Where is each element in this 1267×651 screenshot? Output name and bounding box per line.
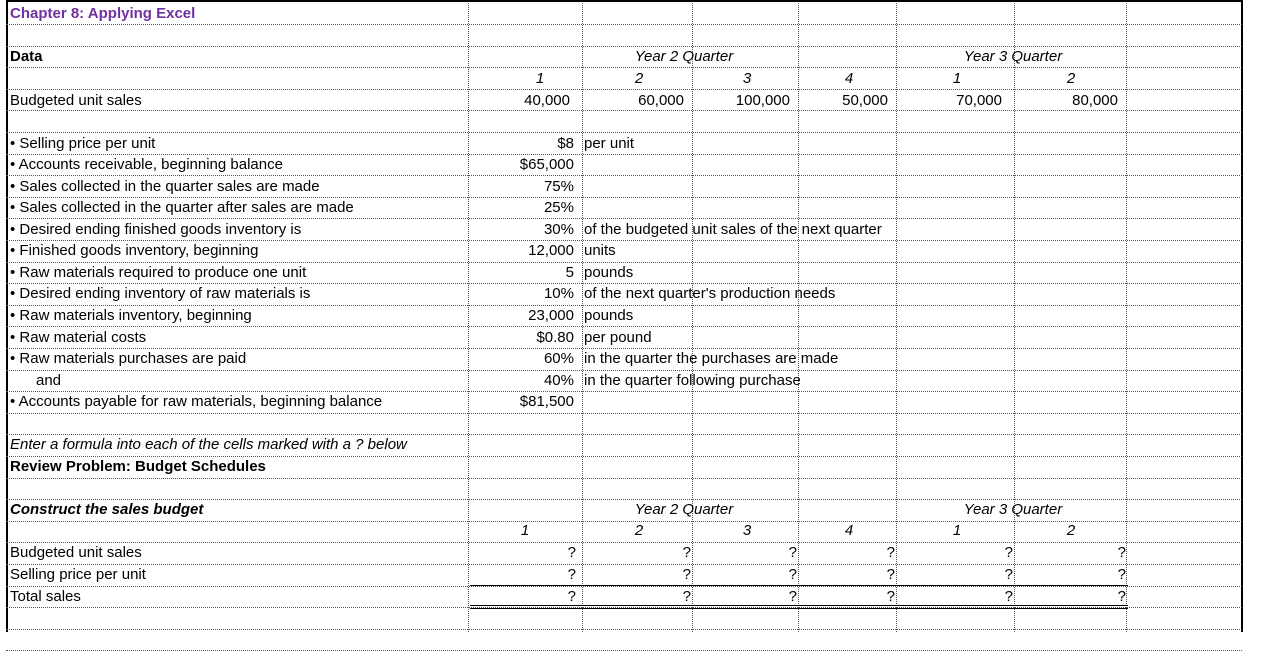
column-gridline [1241, 0, 1243, 632]
formula-cell[interactable]: ? [567, 588, 576, 605]
quarter-number[interactable]: 2 [1066, 522, 1076, 539]
assumption-label[interactable]: • Selling price per unit [10, 135, 156, 152]
formula-cell[interactable]: ? [886, 544, 895, 561]
assumption-label[interactable]: • Raw materials purchases are paid [10, 350, 247, 367]
assumption-value[interactable]: 60% [543, 350, 574, 367]
assumption-value[interactable]: 12,000 [528, 242, 574, 259]
total-sales-double-border [470, 605, 1128, 606]
year3-quarter-label[interactable]: Year 3 Quarter [963, 48, 1063, 65]
assumption-label[interactable]: • Accounts payable for raw materials, beginning balance [10, 393, 383, 410]
quarter-number[interactable]: 2 [634, 70, 644, 87]
formula-cell[interactable]: ? [886, 566, 895, 583]
sales-budget-row-label[interactable]: Selling price per unit [10, 566, 146, 583]
quarter-number[interactable]: 3 [742, 70, 752, 87]
assumption-value[interactable]: 40% [543, 372, 574, 389]
assumption-note[interactable]: of the next quarter's production needs [584, 285, 836, 302]
assumption-note[interactable]: pounds [584, 307, 634, 324]
column-gridline [582, 0, 583, 632]
assumption-label[interactable]: • Desired ending finished goods inventory is [10, 221, 302, 238]
formula-cell[interactable]: ? [1004, 588, 1013, 605]
quarter-number[interactable]: 3 [742, 522, 752, 539]
sheet-title[interactable]: Chapter 8: Applying Excel [10, 5, 196, 22]
formula-cell[interactable]: ? [788, 544, 797, 561]
assumption-value[interactable]: $81,500 [519, 393, 574, 410]
assumption-note[interactable]: pounds [584, 264, 634, 281]
column-gridline [468, 0, 469, 632]
formula-cell[interactable]: ? [1004, 544, 1013, 561]
formula-cell[interactable]: ? [788, 566, 797, 583]
formula-cell[interactable]: ? [567, 566, 576, 583]
assumption-label[interactable]: • Desired ending inventory of raw materials is [10, 285, 311, 302]
review-heading[interactable]: Review Problem: Budget Schedules [10, 458, 266, 475]
formula-cell[interactable]: ? [682, 544, 691, 561]
row-gridline [6, 24, 1242, 25]
assumption-value[interactable]: 25% [543, 199, 574, 216]
assumption-value[interactable]: 5 [565, 264, 574, 281]
year2-quarter-label[interactable]: Year 2 Quarter [634, 48, 734, 65]
assumption-note[interactable]: in the quarter the purchases are made [584, 350, 839, 367]
assumption-note[interactable]: in the quarter following purchase [584, 372, 801, 389]
formula-cell[interactable]: ? [1117, 566, 1126, 583]
assumption-note[interactable]: per unit [584, 135, 635, 152]
row-gridline [6, 413, 1242, 414]
sales-budget-heading[interactable]: Construct the sales budget [10, 501, 204, 518]
quarter-number[interactable]: 4 [844, 522, 854, 539]
total-sales-double-border [470, 608, 1128, 609]
quarter-number[interactable]: 4 [844, 70, 854, 87]
column-gridline [1126, 0, 1127, 632]
assumption-value[interactable]: 75% [543, 178, 574, 195]
assumption-label[interactable]: • Raw materials inventory, beginning [10, 307, 252, 324]
assumption-label[interactable]: • Accounts receivable, beginning balance [10, 156, 283, 173]
row-gridline [6, 629, 1242, 630]
assumption-value[interactable]: $8 [557, 135, 574, 152]
year2-quarter-label[interactable]: Year 2 Quarter [634, 501, 734, 518]
assumption-label[interactable]: • Finished goods inventory, beginning [10, 242, 259, 259]
assumption-note[interactable]: units [584, 242, 616, 259]
budgeted-unit-sales-value[interactable]: 60,000 [638, 92, 684, 109]
assumption-value[interactable]: 30% [543, 221, 574, 238]
quarter-number[interactable]: 2 [1066, 70, 1076, 87]
assumption-note[interactable]: per pound [584, 329, 652, 346]
budgeted-unit-sales-label[interactable]: Budgeted unit sales [10, 92, 142, 109]
quarter-number[interactable]: 2 [634, 522, 644, 539]
formula-cell[interactable]: ? [1117, 588, 1126, 605]
assumption-label[interactable]: • Raw materials required to produce one unit [10, 264, 307, 281]
row-gridline [6, 478, 1242, 479]
assumption-value[interactable]: 10% [543, 285, 574, 302]
assumption-note[interactable]: of the budgeted unit sales of the next quarter [584, 221, 882, 238]
column-gridline [6, 0, 8, 632]
quarter-number[interactable]: 1 [520, 522, 530, 539]
budgeted-unit-sales-value[interactable]: 70,000 [956, 92, 1002, 109]
data-heading[interactable]: Data [10, 48, 43, 65]
budgeted-unit-sales-value[interactable]: 50,000 [842, 92, 888, 109]
formula-cell[interactable]: ? [682, 566, 691, 583]
sales-budget-row-label[interactable]: Budgeted unit sales [10, 544, 142, 561]
assumption-value[interactable]: $0.80 [536, 329, 574, 346]
assumption-value[interactable]: $65,000 [519, 156, 574, 173]
assumption-label[interactable]: and [36, 372, 62, 389]
sales-budget-row-label[interactable]: Total sales [10, 588, 81, 605]
total-sales-top-border [470, 585, 1128, 586]
formula-cell[interactable]: ? [788, 588, 797, 605]
formula-cell[interactable]: ? [1004, 566, 1013, 583]
formula-cell[interactable]: ? [682, 588, 691, 605]
budgeted-unit-sales-value[interactable]: 100,000 [735, 92, 790, 109]
assumption-label[interactable]: • Sales collected in the quarter sales are made [10, 178, 320, 195]
quarter-number[interactable]: 1 [535, 70, 545, 87]
quarter-number[interactable]: 1 [952, 522, 962, 539]
quarter-number[interactable]: 1 [952, 70, 962, 87]
assumption-label[interactable]: • Sales collected in the quarter after sales are made [10, 199, 354, 216]
sheet-top-border [6, 0, 1242, 2]
year3-quarter-label[interactable]: Year 3 Quarter [963, 501, 1063, 518]
assumption-label[interactable]: • Raw material costs [10, 329, 147, 346]
formula-cell[interactable]: ? [886, 588, 895, 605]
formula-cell[interactable]: ? [1117, 544, 1126, 561]
budgeted-unit-sales-value[interactable]: 80,000 [1072, 92, 1118, 109]
instruction-text[interactable]: Enter a formula into each of the cells marked with a ? below [10, 436, 407, 453]
formula-cell[interactable]: ? [567, 544, 576, 561]
assumption-value[interactable]: 23,000 [528, 307, 574, 324]
budgeted-unit-sales-value[interactable]: 40,000 [524, 92, 570, 109]
